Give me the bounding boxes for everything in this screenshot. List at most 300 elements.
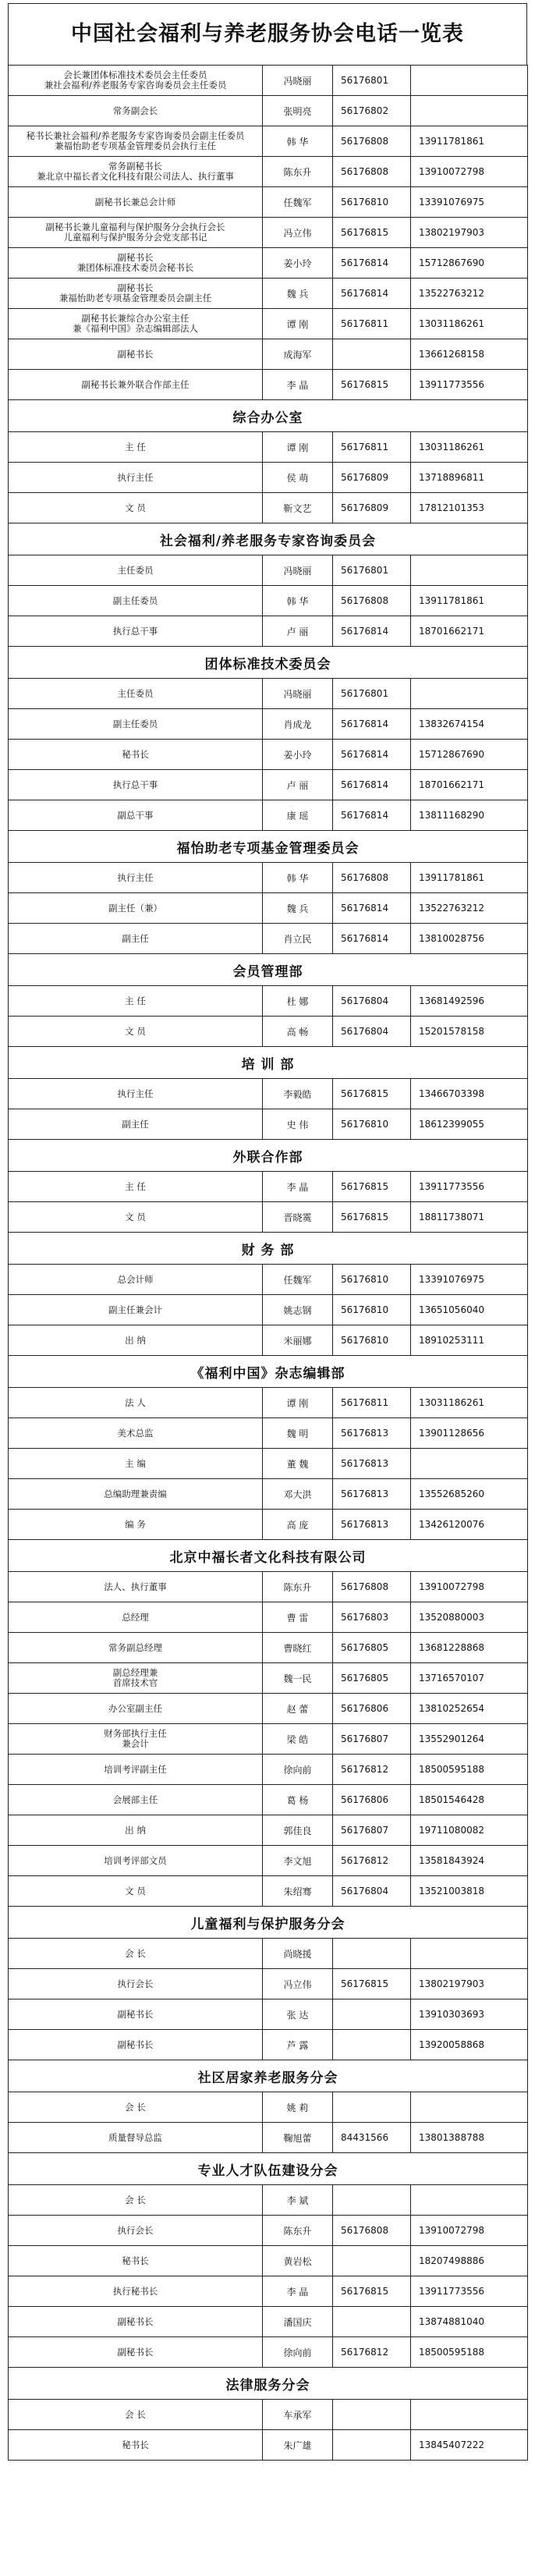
extension-cell: 56176803 — [333, 1602, 411, 1633]
mobile-cell: 15201578158 — [411, 1017, 528, 1047]
position-text: 主 任 — [125, 441, 146, 452]
extension-cell: 56176808 — [333, 586, 411, 616]
extension-cell: 56176814 — [333, 800, 411, 831]
position-cell — [9, 1939, 263, 1969]
name-cell: 冯立伟 — [263, 218, 333, 248]
name-cell: 高 畅 — [263, 1017, 333, 1047]
extension-cell: 56176804 — [333, 1876, 411, 1907]
mobile-cell: 17812101353 — [411, 493, 528, 523]
name-cell: 张明亮 — [263, 96, 333, 126]
extension-cell: 56176815 — [333, 1202, 411, 1233]
mobile-cell: 13920058868 — [411, 2030, 528, 2060]
position-text: 副主任委员 — [112, 718, 158, 729]
position-text: 总会计师 — [117, 1273, 154, 1285]
mobile-cell: 13810028756 — [411, 924, 528, 954]
extension-cell: 56176810 — [333, 1325, 411, 1356]
position-cell — [9, 370, 263, 400]
extension-cell: 56176805 — [333, 1633, 411, 1663]
position-text: 副总经理兼 — [112, 1667, 158, 1678]
mobile-cell — [411, 555, 528, 586]
extension-cell: 56176806 — [333, 1694, 411, 1724]
position-cell — [9, 1202, 263, 1233]
mobile-cell: 13716570107 — [411, 1663, 528, 1694]
position-cell — [9, 2276, 263, 2307]
name-cell: 鞠旭蕾 — [263, 2123, 333, 2153]
name-cell: 曹 雷 — [263, 1602, 333, 1633]
extension-cell — [333, 2246, 411, 2276]
position-text: 秘书长 — [122, 748, 149, 760]
extension-cell: 56176806 — [333, 1785, 411, 1815]
position-cell — [9, 1325, 263, 1356]
position-cell — [9, 709, 263, 740]
extension-cell: 56176810 — [333, 1295, 411, 1325]
table-row — [9, 1969, 528, 1999]
table-row — [9, 1265, 528, 1295]
table-row — [9, 863, 528, 893]
name-cell: 杜 娜 — [263, 986, 333, 1017]
position-text: 常务副总经理 — [108, 1641, 162, 1653]
table-row — [9, 800, 528, 831]
name-cell: 赵 蕾 — [263, 1694, 333, 1724]
mobile-cell: 13661268158 — [411, 339, 528, 370]
position-cell — [9, 893, 263, 924]
table-row — [9, 679, 528, 709]
position-cell — [9, 2307, 263, 2337]
position-cell — [9, 863, 263, 893]
table-row — [9, 1694, 528, 1724]
extension-cell: 56176809 — [333, 493, 411, 523]
position-text: 会 长 — [125, 1947, 146, 1959]
extension-cell: 56176801 — [333, 679, 411, 709]
table-row — [9, 1295, 528, 1325]
section-heading: 财 务 部 — [9, 1233, 528, 1265]
extension-cell — [333, 1999, 411, 2030]
name-cell: 邓大洪 — [263, 1479, 333, 1510]
mobile-cell — [411, 1449, 528, 1479]
extension-cell — [333, 2307, 411, 2337]
position-text: 副秘书长 — [117, 282, 154, 293]
extension-cell: 56176808 — [333, 863, 411, 893]
position-text: 副秘书长 — [117, 348, 154, 360]
section-header-row — [9, 400, 528, 432]
mobile-cell — [411, 66, 528, 96]
position-text: 副总干事 — [117, 809, 154, 821]
position-cell — [9, 2092, 263, 2123]
name-cell: 徐向前 — [263, 1755, 333, 1785]
mobile-cell: 13391076975 — [411, 1265, 528, 1295]
extension-cell: 56176813 — [333, 1449, 411, 1479]
table-row — [9, 1449, 528, 1479]
name-cell: 陈东升 — [263, 157, 333, 187]
section-header-row — [9, 1047, 528, 1079]
mobile-cell: 13718896811 — [411, 463, 528, 493]
position-cell — [9, 770, 263, 800]
extension-cell: 56176809 — [333, 463, 411, 493]
table-row — [9, 1602, 528, 1633]
position-cell — [9, 800, 263, 831]
name-cell: 魏一民 — [263, 1663, 333, 1694]
name-cell: 冯立伟 — [263, 1969, 333, 1999]
position-text: 副主任 — [122, 1118, 149, 1130]
mobile-cell: 18501546428 — [411, 1785, 528, 1815]
section-heading: 《福利中国》杂志编辑部 — [9, 1356, 528, 1388]
section-heading: 福怡助老专项基金管理委员会 — [9, 831, 528, 863]
position-cell — [9, 1265, 263, 1295]
name-cell: 陈东升 — [263, 2216, 333, 2246]
position-text: 副秘书长 — [117, 2315, 154, 2327]
position-text: 美术总监 — [117, 1427, 154, 1439]
extension-cell: 56176807 — [333, 1815, 411, 1846]
table-row — [9, 187, 528, 218]
position-text: 常务副秘书长 — [108, 161, 162, 172]
mobile-cell: 13810252654 — [411, 1694, 528, 1724]
position-cell — [9, 187, 263, 218]
extension-cell: 84431566 — [333, 2123, 411, 2153]
table-row — [9, 2246, 528, 2276]
position-cell — [9, 2123, 263, 2153]
mobile-cell: 18612399055 — [411, 1109, 528, 1140]
name-cell: 陈东升 — [263, 1572, 333, 1602]
position-text: 出 纳 — [125, 1334, 146, 1346]
mobile-cell: 13520880003 — [411, 1602, 528, 1633]
mobile-cell: 13031186261 — [411, 1388, 528, 1418]
section-heading: 培 训 部 — [9, 1047, 528, 1079]
table-row — [9, 1633, 528, 1663]
name-cell: 肖成龙 — [263, 709, 333, 740]
name-cell: 肖立民 — [263, 924, 333, 954]
section-heading: 社区居家养老服务分会 — [9, 2060, 528, 2092]
extension-cell: 56176813 — [333, 1510, 411, 1540]
position-cell — [9, 1846, 263, 1876]
position-cell — [9, 1172, 263, 1202]
position-text: 秘书长 — [122, 2439, 149, 2450]
mobile-cell: 13522763212 — [411, 279, 528, 309]
mobile-cell: 13031186261 — [411, 309, 528, 339]
section-header-row — [9, 831, 528, 863]
table-row — [9, 1876, 528, 1907]
name-cell: 李 晶 — [263, 370, 333, 400]
name-cell: 冯晓丽 — [263, 66, 333, 96]
table-row — [9, 1388, 528, 1418]
extension-cell: 56176808 — [333, 2216, 411, 2246]
position-text: 副秘书长兼外联合作部主任 — [81, 378, 190, 390]
position-cell — [9, 309, 263, 339]
extension-cell: 56176815 — [333, 370, 411, 400]
mobile-cell: 18811738071 — [411, 1202, 528, 1233]
table-row — [9, 1109, 528, 1140]
table-row — [9, 463, 528, 493]
position-text: 兼社会福利/养老服务专家咨询委员会主任委员 — [44, 80, 227, 90]
name-cell: 董 魏 — [263, 1449, 333, 1479]
mobile-cell: 18910253111 — [411, 1325, 528, 1356]
position-text: 兼团体标准技术委员会秘书长 — [76, 262, 194, 273]
position-cell — [9, 2216, 263, 2246]
name-cell: 任魏军 — [263, 187, 333, 218]
extension-cell: 56176801 — [333, 66, 411, 96]
position-cell — [9, 1572, 263, 1602]
position-cell — [9, 1694, 263, 1724]
document-title: 中国社会福利与养老服务协会电话一览表 — [8, 3, 527, 65]
section-heading: 法律服务分会 — [9, 2368, 528, 2400]
table-row — [9, 2400, 528, 2430]
position-text: 编 务 — [125, 1518, 146, 1530]
mobile-cell: 13874881040 — [411, 2307, 528, 2337]
name-cell: 晋晓霙 — [263, 1202, 333, 1233]
extension-cell: 56176808 — [333, 1572, 411, 1602]
position-text: 兼福怡助老专项基金管理委员会副主任 — [58, 293, 212, 303]
position-text: 会 长 — [125, 2408, 146, 2420]
mobile-cell: 13910072798 — [411, 2216, 528, 2246]
table-row — [9, 2337, 528, 2368]
position-cell — [9, 1602, 263, 1633]
section-header-row — [9, 1140, 528, 1172]
table-row — [9, 1479, 528, 1510]
table-row — [9, 1815, 528, 1846]
position-cell — [9, 126, 263, 157]
name-cell: 芦 露 — [263, 2030, 333, 2060]
position-cell — [9, 1510, 263, 1540]
mobile-cell: 13802197903 — [411, 218, 528, 248]
name-cell: 姜小玲 — [263, 248, 333, 279]
mobile-cell: 13832674154 — [411, 709, 528, 740]
table-row — [9, 1017, 528, 1047]
mobile-cell: 13681492596 — [411, 986, 528, 1017]
name-cell: 侯 萌 — [263, 463, 333, 493]
position-text: 兼会计 — [122, 1738, 149, 1749]
mobile-cell: 13910072798 — [411, 1572, 528, 1602]
position-cell — [9, 1295, 263, 1325]
position-cell — [9, 2400, 263, 2430]
name-cell: 米丽娜 — [263, 1325, 333, 1356]
table-row — [9, 370, 528, 400]
table-row — [9, 2030, 528, 2060]
mobile-cell — [411, 679, 528, 709]
extension-cell: 56176814 — [333, 893, 411, 924]
name-cell: 李文旭 — [263, 1846, 333, 1876]
name-cell: 徐向前 — [263, 2337, 333, 2368]
position-text: 主 任 — [125, 1180, 146, 1192]
position-text: 会展部主任 — [112, 1794, 158, 1805]
name-cell: 李 晶 — [263, 2276, 333, 2307]
position-cell — [9, 924, 263, 954]
mobile-cell: 13801388788 — [411, 2123, 528, 2153]
position-cell — [9, 339, 263, 370]
position-cell — [9, 1999, 263, 2030]
extension-cell: 56176814 — [333, 616, 411, 647]
name-cell: 魏 兵 — [263, 279, 333, 309]
name-cell: 谭 刚 — [263, 432, 333, 463]
extension-cell: 56176814 — [333, 279, 411, 309]
section-header-row — [9, 1540, 528, 1572]
name-cell: 李 晶 — [263, 1172, 333, 1202]
name-cell: 朱绍骞 — [263, 1876, 333, 1907]
position-text: 培训考评副主任 — [104, 1763, 167, 1775]
name-cell: 黄岩松 — [263, 2246, 333, 2276]
extension-cell: 56176801 — [333, 555, 411, 586]
position-cell — [9, 1969, 263, 1999]
table-row — [9, 279, 528, 309]
position-cell — [9, 1755, 263, 1785]
mobile-cell: 13522763212 — [411, 893, 528, 924]
section-header-row — [9, 1356, 528, 1388]
position-text: 总经理 — [122, 1611, 149, 1623]
mobile-cell: 13552685260 — [411, 1479, 528, 1510]
position-cell — [9, 1388, 263, 1418]
table-row — [9, 2276, 528, 2307]
name-cell: 韩 华 — [263, 863, 333, 893]
table-row — [9, 493, 528, 523]
name-cell: 张 达 — [263, 1999, 333, 2030]
position-text: 法人、执行董事 — [104, 1581, 167, 1592]
mobile-cell: 13466703398 — [411, 1079, 528, 1109]
table-row — [9, 309, 528, 339]
position-text: 执行总干事 — [112, 625, 158, 637]
extension-cell — [333, 2400, 411, 2430]
position-cell — [9, 1479, 263, 1510]
mobile-cell — [411, 1939, 528, 1969]
table-row — [9, 1079, 528, 1109]
table-row — [9, 1939, 528, 1969]
extension-cell: 56176810 — [333, 1265, 411, 1295]
extension-cell: 56176814 — [333, 709, 411, 740]
table-row — [9, 1999, 528, 2030]
table-row — [9, 1418, 528, 1449]
position-cell — [9, 493, 263, 523]
position-text: 法 人 — [125, 1396, 146, 1408]
table-row — [9, 555, 528, 586]
position-cell — [9, 432, 263, 463]
section-header-row — [9, 1907, 528, 1939]
extension-cell: 56176812 — [333, 1755, 411, 1785]
position-cell — [9, 1633, 263, 1663]
position-text: 副主任（兼） — [108, 902, 162, 914]
extension-cell: 56176807 — [333, 1724, 411, 1755]
position-text: 财务部执行主任 — [104, 1728, 167, 1739]
position-text: 副秘书长兼总会计师 — [94, 196, 176, 208]
mobile-cell: 18500595188 — [411, 2337, 528, 2368]
name-cell: 尚晓援 — [263, 1939, 333, 1969]
extension-cell: 56176810 — [333, 1109, 411, 1140]
position-cell — [9, 157, 263, 187]
name-cell: 魏 明 — [263, 1418, 333, 1449]
mobile-cell: 13911773556 — [411, 1172, 528, 1202]
table-row — [9, 432, 528, 463]
name-cell: 郭佳良 — [263, 1815, 333, 1846]
section-heading: 团体标准技术委员会 — [9, 647, 528, 679]
position-text: 儿童福利与保护服务分会党支部书记 — [63, 232, 207, 243]
position-text: 兼北京中福长者文化科技有限公司法人、执行董事 — [37, 171, 234, 182]
position-cell — [9, 279, 263, 309]
extension-cell: 56176810 — [333, 187, 411, 218]
table-row — [9, 1663, 528, 1694]
extension-cell: 56176815 — [333, 1969, 411, 1999]
section-heading: 儿童福利与保护服务分会 — [9, 1907, 528, 1939]
position-cell — [9, 2246, 263, 2276]
position-cell — [9, 1815, 263, 1846]
position-text: 会 长 — [125, 2194, 146, 2205]
extension-cell: 56176814 — [333, 924, 411, 954]
position-cell — [9, 1449, 263, 1479]
mobile-cell: 13811168290 — [411, 800, 528, 831]
extension-cell: 56176815 — [333, 218, 411, 248]
name-cell: 康 瑶 — [263, 800, 333, 831]
extension-cell: 56176811 — [333, 309, 411, 339]
position-cell — [9, 1418, 263, 1449]
extension-cell — [333, 2430, 411, 2461]
position-text: 文 员 — [125, 1885, 146, 1897]
position-cell — [9, 1724, 263, 1755]
mobile-cell — [411, 96, 528, 126]
table-row — [9, 1202, 528, 1233]
section-header-row — [9, 523, 528, 555]
table-row — [9, 66, 528, 96]
position-cell — [9, 2030, 263, 2060]
table-row — [9, 616, 528, 647]
position-cell — [9, 1785, 263, 1815]
mobile-cell: 15712867690 — [411, 740, 528, 770]
position-text: 总编助理兼责编 — [104, 1488, 167, 1499]
position-cell — [9, 2185, 263, 2216]
name-cell: 卢 丽 — [263, 770, 333, 800]
name-cell: 李 斌 — [263, 2185, 333, 2216]
position-cell — [9, 586, 263, 616]
position-text: 会 长 — [125, 2101, 146, 2113]
mobile-cell: 13910072798 — [411, 157, 528, 187]
position-cell — [9, 1109, 263, 1140]
extension-cell — [333, 2185, 411, 2216]
table-row — [9, 586, 528, 616]
position-cell — [9, 1876, 263, 1907]
position-text: 主任委员 — [117, 687, 154, 699]
position-text: 副主任 — [122, 932, 149, 944]
section-heading: 外联合作部 — [9, 1140, 528, 1172]
position-cell — [9, 218, 263, 248]
table-row — [9, 96, 528, 126]
position-cell — [9, 96, 263, 126]
position-cell — [9, 463, 263, 493]
table-row — [9, 770, 528, 800]
position-cell — [9, 1017, 263, 1047]
name-cell: 高 庞 — [263, 1510, 333, 1540]
extension-cell: 56176811 — [333, 1388, 411, 1418]
mobile-cell: 13681228868 — [411, 1633, 528, 1663]
mobile-cell: 19711080082 — [411, 1815, 528, 1846]
name-cell: 卢 丽 — [263, 616, 333, 647]
position-text: 培训考评部文员 — [104, 1854, 167, 1866]
mobile-cell: 18500595188 — [411, 1755, 528, 1785]
position-text: 兼《福利中国》杂志编辑部法人 — [73, 323, 198, 334]
mobile-cell: 13521003818 — [411, 1876, 528, 1907]
mobile-cell: 13911781861 — [411, 126, 528, 157]
position-cell — [9, 2430, 263, 2461]
mobile-cell: 13552901264 — [411, 1724, 528, 1755]
name-cell: 朱广雄 — [263, 2430, 333, 2461]
mobile-cell: 18701662171 — [411, 770, 528, 800]
name-cell: 曹晓红 — [263, 1633, 333, 1663]
name-cell: 任魏军 — [263, 1265, 333, 1295]
table-row — [9, 2216, 528, 2246]
extension-cell — [333, 1939, 411, 1969]
extension-cell: 56176815 — [333, 2276, 411, 2307]
section-header-row — [9, 647, 528, 679]
name-cell: 谭 刚 — [263, 309, 333, 339]
position-text: 文 员 — [125, 1025, 146, 1037]
mobile-cell: 13911773556 — [411, 2276, 528, 2307]
name-cell: 史 伟 — [263, 1109, 333, 1140]
section-heading: 社会福利/养老服务专家咨询委员会 — [9, 523, 528, 555]
table-row — [9, 986, 528, 1017]
name-cell: 靳文艺 — [263, 493, 333, 523]
